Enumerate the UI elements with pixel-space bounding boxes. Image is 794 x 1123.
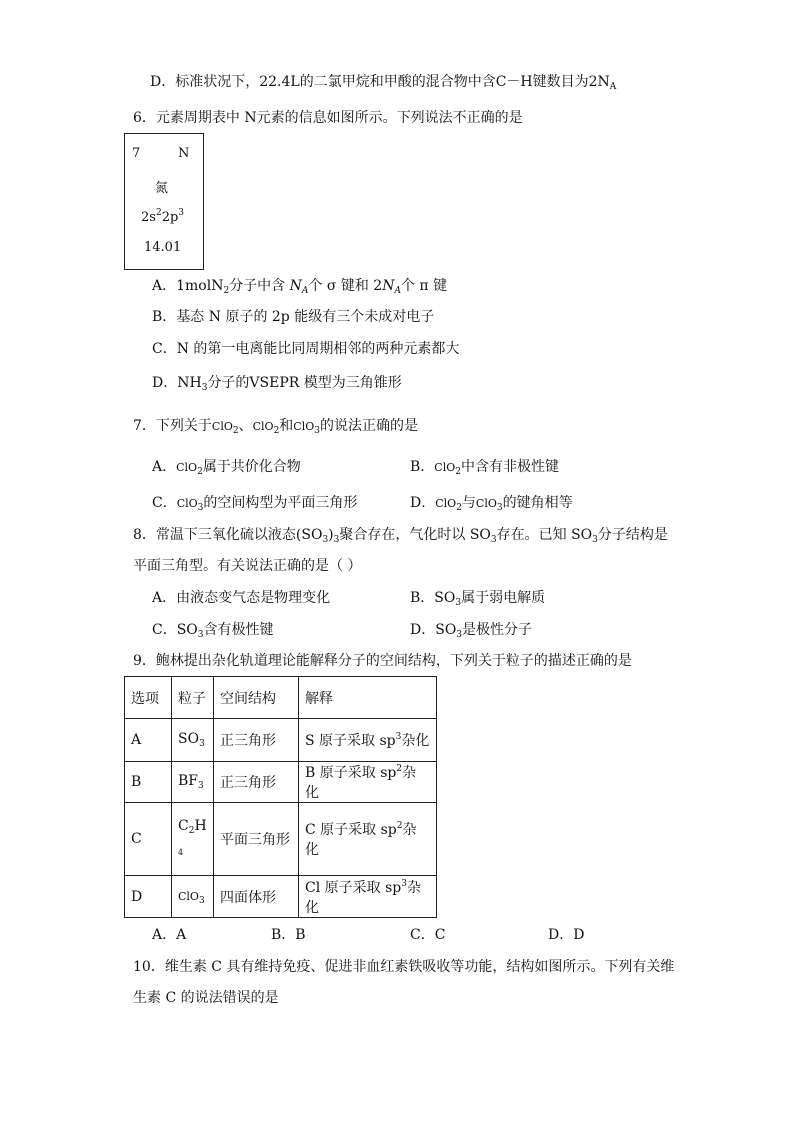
row-a-p: SO <box>178 731 200 747</box>
q8-l1-s1: 3 <box>322 535 329 545</box>
q8-l1-p3: 聚合存在，气化时以 SO <box>339 527 491 543</box>
q7-option-c <box>152 493 357 518</box>
q8-l1-p2: ) <box>328 527 334 543</box>
row-c-option: C <box>125 803 172 876</box>
q7d-f1: ClO <box>435 497 457 510</box>
q7-stem-p2: 、 <box>238 418 253 434</box>
q6a-p2: 分子中含 <box>229 278 290 294</box>
row-c-p3: 4 <box>178 847 184 857</box>
q6-option-c: C．N 的第一电离能比同周期相邻的两种元素都大 <box>152 341 460 357</box>
q8-l1-p1: 8．常温下三氧化硫以液态(SO <box>133 527 323 543</box>
q8d-sub: 3 <box>456 630 463 640</box>
q7b-f: ClO <box>434 461 456 474</box>
row-d-p: ClO <box>178 889 199 903</box>
row-b-p-sub: 3 <box>198 781 204 791</box>
electron-config <box>141 208 184 225</box>
q10-stem-line1: 10．维生素 C 具有维持免疫、促进非血红素铁吸收等功能，结构如图所示。下列有关维 <box>133 959 675 975</box>
row-a-e1: S 原子采取 sp <box>305 733 396 749</box>
q8-l1-p4: 存在。已知 SO <box>496 527 593 543</box>
q9-stem: 9．鲍林提出杂化轨道理论能解释分子的空间结构，下列关于粒子的描述正确的是 <box>133 653 632 669</box>
q6-option-a <box>152 276 447 301</box>
header-option: 选项 <box>125 677 172 719</box>
header-shape: 空间结构 <box>214 677 299 719</box>
q7-clo2m: ClO <box>252 420 274 433</box>
table-row <box>125 719 437 762</box>
element-symbol: N <box>178 146 190 161</box>
q7b-p1: B． <box>410 459 435 475</box>
row-d-option: D <box>125 876 172 918</box>
q8-option-a: A．由液态变气态是物理变化 <box>152 590 331 606</box>
row-d-shape: 四面体形 <box>214 876 299 918</box>
q7-stem-p1: 7．下列关于 <box>133 418 212 434</box>
row-c-esup: 2 <box>396 821 403 831</box>
config-part2: 2p <box>161 210 179 225</box>
q7-stem-p4: 的说法正确的是 <box>319 418 418 434</box>
q5-option-d <box>150 72 616 97</box>
q8-stem-line1 <box>133 525 668 550</box>
q7c-p1: C． <box>152 495 177 511</box>
q7a-p2: 属于共价化合物 <box>202 459 301 475</box>
q7c-p2: 的空间构型为平面三角形 <box>203 495 358 511</box>
row-d-esup: 3 <box>401 878 407 889</box>
q7a-sub: 2 <box>197 467 203 477</box>
q8c-p1: C．SO <box>152 622 198 638</box>
q8d-p1: D．SO <box>410 622 457 638</box>
q8-option-d <box>410 620 532 645</box>
q7-clo2-sub: 2 <box>232 426 239 436</box>
q8-option-b <box>410 588 545 613</box>
header-explanation: 解释 <box>299 677 437 719</box>
q6-option-b: B．基态 N 原子的 2p 能级有三个未成对电子 <box>152 309 435 325</box>
table-header-row <box>125 677 437 719</box>
q6d-nh: NH <box>177 375 202 391</box>
row-b-e2: 杂化 <box>305 765 417 801</box>
row-a-e2: 杂化 <box>401 733 430 749</box>
row-d-e1: Cl 原子采取 sp <box>305 879 402 896</box>
q8b-p2: 属于弱电解质 <box>461 590 546 606</box>
q6a-sub: 2 <box>223 286 230 296</box>
q7d-f2: ClO <box>475 497 497 510</box>
q6a-na2: N <box>382 278 395 294</box>
q7b-p2: 中含有非极性键 <box>460 459 559 475</box>
row-b-esup: 2 <box>396 764 403 774</box>
row-c-e1: C 原子采取 sp <box>305 822 397 838</box>
row-a-option: A <box>125 719 172 762</box>
q7-stem-p3: 和 <box>279 418 294 434</box>
q10-stem-line2: 生素 C 的说法错误的是 <box>133 990 279 1006</box>
q8-l1-s3: 3 <box>490 535 497 545</box>
q9-answer-a: A．A <box>152 927 187 943</box>
row-c-p2: H <box>194 817 207 834</box>
config-part1: 2s <box>141 210 156 225</box>
q9-answer-b: B．B <box>271 927 306 943</box>
q7-option-d <box>410 493 573 518</box>
q7-clo2m-sub: 2 <box>273 426 280 436</box>
q7-clo3m: ClO <box>293 420 315 433</box>
row-a-p-sub: 3 <box>199 739 205 749</box>
table-row <box>125 803 437 876</box>
q8-stem-line2: 平面三角型。有关说法正确的是（ ） <box>133 558 362 574</box>
q7d-p1: D． <box>410 495 436 511</box>
table-row <box>125 876 437 918</box>
q6d-p1: D． <box>152 375 178 391</box>
row-c-p1-sub: 2 <box>188 825 195 836</box>
q6d-sub: 3 <box>201 383 208 393</box>
q8c-sub: 3 <box>197 630 204 640</box>
row-a-esup: 3 <box>395 732 402 742</box>
row-d-explanation <box>299 876 437 918</box>
q8c-p2: 含有极性键 <box>203 622 274 638</box>
q8b-p1: B．SO <box>410 590 456 606</box>
q7-stem <box>133 416 418 441</box>
q7-clo2: ClO <box>211 420 233 433</box>
row-b-particle <box>172 762 214 803</box>
q7c-sub: 3 <box>197 503 204 513</box>
q8-l1-s4: 3 <box>592 535 598 545</box>
q9-table <box>124 676 437 918</box>
q5-option-d-sub: A <box>609 82 617 92</box>
atomic-number: 7 <box>132 146 141 161</box>
q7-clo3m-sub: 3 <box>314 426 320 436</box>
q7a-p1: A． <box>152 459 177 475</box>
q5-option-d-text: D．标准状况下，22.4L的二氯甲烷和甲酸的混合物中含C－H键数目为 <box>150 74 589 90</box>
q7d-p2: 与 <box>461 495 476 511</box>
element-name: 氮 <box>155 181 169 196</box>
q5-option-d-value: 2N <box>588 74 610 90</box>
q7-option-b <box>410 457 559 482</box>
row-c-shape: 平面三角形 <box>214 803 299 876</box>
row-c-explanation <box>299 803 437 876</box>
q6a-na2-sub: A <box>394 286 401 296</box>
row-b-option: B <box>125 762 172 803</box>
row-c-particle <box>172 803 214 876</box>
q8d-p2: 是极性分子 <box>462 622 533 638</box>
q7d-p3: 的键角相等 <box>502 495 573 511</box>
row-d-e2: 杂化 <box>305 879 421 916</box>
q6a-p4: 个 π 键 <box>400 278 448 294</box>
row-a-particle <box>172 719 214 762</box>
config-sup2: 3 <box>178 208 185 218</box>
q6d-p2: 分子的VSEPR 模型为三角锥形 <box>207 375 402 391</box>
q9-answer-d: D．D <box>548 927 585 943</box>
q6a-na1-sub: A <box>301 286 309 296</box>
q6a-p3: 个 σ 键和 2 <box>308 278 383 294</box>
q7-option-a <box>152 457 301 482</box>
row-a-explanation <box>299 719 437 762</box>
table-row <box>125 762 437 803</box>
q7c-f: ClO <box>176 497 198 510</box>
q9-answer-c: C．C <box>410 927 446 943</box>
row-d-particle <box>172 876 214 918</box>
q6a-p1: A．1molN <box>152 278 224 294</box>
row-c-p1: C <box>178 817 189 834</box>
q8-l1-s2: 3 <box>333 535 340 545</box>
row-c-e2: 杂化 <box>305 822 417 858</box>
q6-stem: 6．元素周期表中 N元素的信息如图所示。下列说法不正确的是 <box>133 110 523 126</box>
q7a-f: ClO <box>176 461 198 474</box>
q8-option-c <box>152 620 274 645</box>
atomic-mass: 14.01 <box>144 240 182 255</box>
q6-option-d <box>152 373 402 398</box>
nitrogen-element-card <box>124 133 204 270</box>
q8-l1-p5: 分子结构是 <box>597 527 668 543</box>
q7b-sub: 2 <box>455 467 461 477</box>
row-d-p-sub: 3 <box>198 895 205 906</box>
q8b-sub: 3 <box>455 598 462 608</box>
row-a-shape: 正三角形 <box>214 719 299 762</box>
config-sup1: 2 <box>155 208 162 218</box>
header-particle: 粒子 <box>172 677 214 719</box>
row-b-e1: B 原子采取 sp <box>305 765 397 781</box>
row-b-explanation <box>299 762 437 803</box>
row-b-shape: 正三角形 <box>214 762 299 803</box>
row-b-p: BF <box>178 773 199 789</box>
q7d-sub2: 3 <box>496 503 503 513</box>
q7d-sub1: 2 <box>456 503 462 513</box>
q6a-na1: N <box>289 278 302 294</box>
